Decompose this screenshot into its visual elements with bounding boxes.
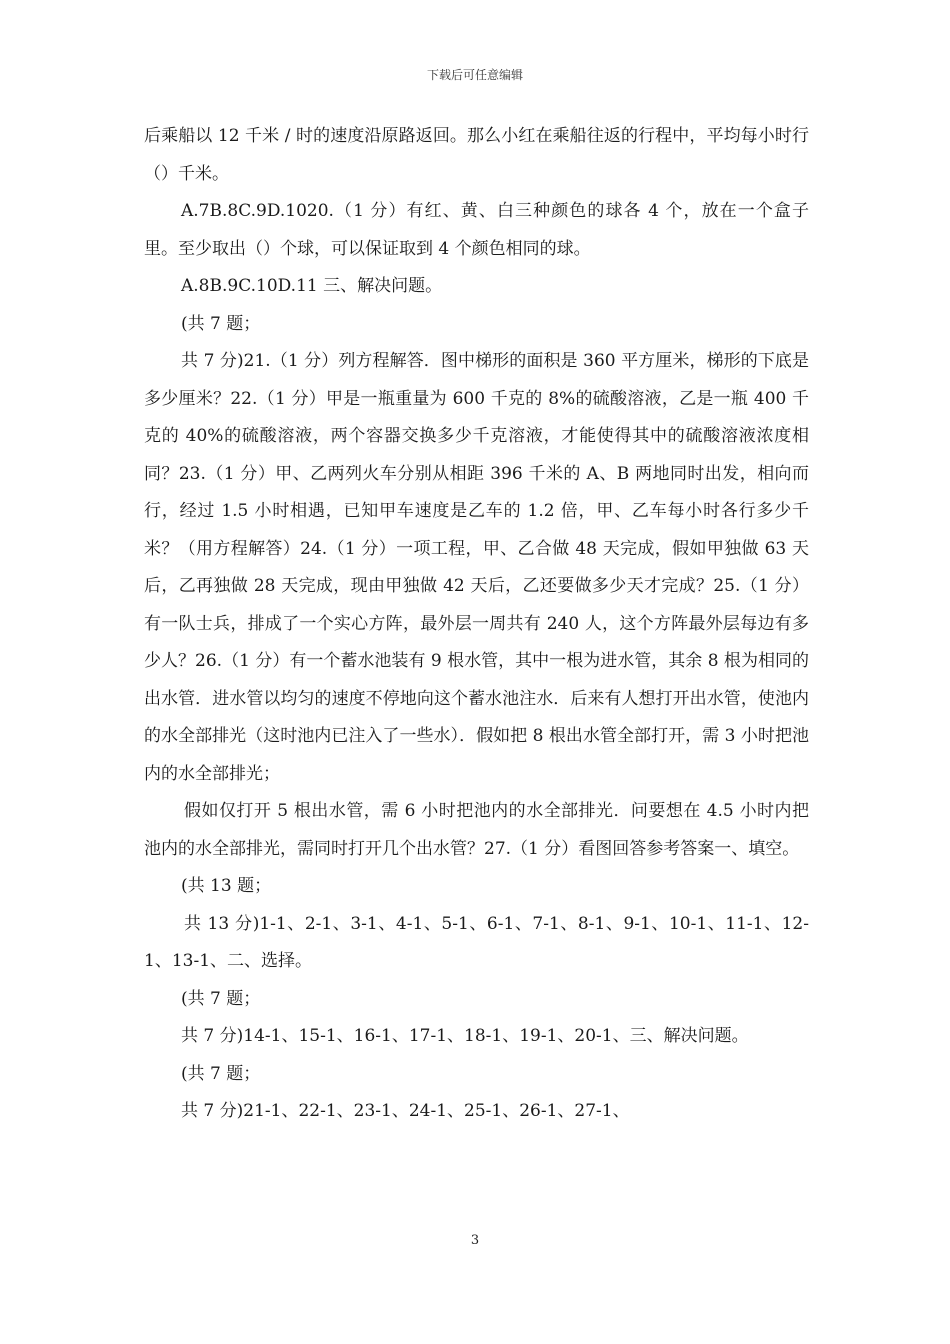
- paragraph-questions-21-26: 共 7 分)21.（1 分）列方程解答．图中梯形的面积是 360 平方厘米，梯形的下底是多少厘米？22.（1 分）甲是一瓶重量为 600 千克的 8%的硫酸溶液，乙是一瓶 400 千克的 40%的硫酸溶液，两个容器交换多少千克溶液，才能使得其中的硫酸溶液浓度相同？23.（1 分）甲、乙两列火车分别从相距 396 千米的 A、B 两地同时出发，相向而行，经过 1.5 小时相遇，已知甲车速度是乙车的 1.2 倍，甲、乙车每小时各行多少千米？（用方程解答）24.（1 分）一项工程，甲、乙合做 48 天完成，假如甲独做 63 天后，乙再独做 28 天完成，现由甲独做 42 天后，乙还要做多少天才完成？25.（1 分）有一队士兵，排成了一个实心方阵，最外层一周共有 240 人，这个方阵最外层每边有多少人？26.（1 分）有一个蓄水池装有 9 根水管，其中一根为进水管，其余 8 根为相同的出水管．进水管以均匀的速度不停地向这个蓄水池注水．后来有人想打开出水管，使池内的水全部排光（这时池内已注入了一些水）．假如把 8 根出水管全部打开，需 3 小时把池内的水全部排光；: [144, 351, 809, 784]
- paragraph-answer-section-1-count: (共 13 题；: [181, 876, 272, 896]
- paragraph-answer-section-3: 共 7 分)21-1、22-1、23-1、24-1、25-1、26-1、27-1、: [181, 1101, 630, 1121]
- page-number: 3: [470, 1233, 480, 1248]
- paragraph-answer-section-3-count: (共 7 题；: [181, 1063, 261, 1084]
- paragraph-answer-section-1: 共 13 分)1-1、2-1、3-1、4-1、5-1、6-1、7-1、8-1、9-1、10-1、11-1、12-1、13-1、二、选择。: [144, 913, 809, 971]
- paragraph-questions-26-27: 假如仅打开 5 根出水管，需 6 小时把池内的水全部排光．问要想在 4.5 小时内把池内的水全部排光，需同时打开几个出水管？27.（1 分）看图回答参考答案一、填空。: [144, 801, 809, 859]
- document-body: [144, 118, 809, 1131]
- paragraph-answer-section-2-count: (共 7 题；: [181, 988, 261, 1009]
- paragraph-section-count: (共 7 题；: [181, 313, 261, 334]
- paragraph-answer-section-2: 共 7 分)14-1、15-1、16-1、17-1、18-1、19-1、20-1、三、解决问题。: [181, 1026, 749, 1046]
- paragraph-question-20: A.7B.8C.9D.1020.（1 分）有红、黄、白三种颜色的球各 4 个，放在一个盒子里。至少取出（）个球，可以保证取到 4 个颜色相同的球。: [144, 201, 809, 259]
- paragraph-options-section-3: A.8B.9C.10D.11 三、解决问题。: [181, 276, 443, 296]
- page-header: 下载后可任意编辑: [426, 68, 523, 82]
- paragraph-continuation: 后乘船以 12 千米 / 时的速度沿原路返回。那么小红在乘船往返的行程中，平均每小时行（）千米。: [144, 126, 809, 184]
